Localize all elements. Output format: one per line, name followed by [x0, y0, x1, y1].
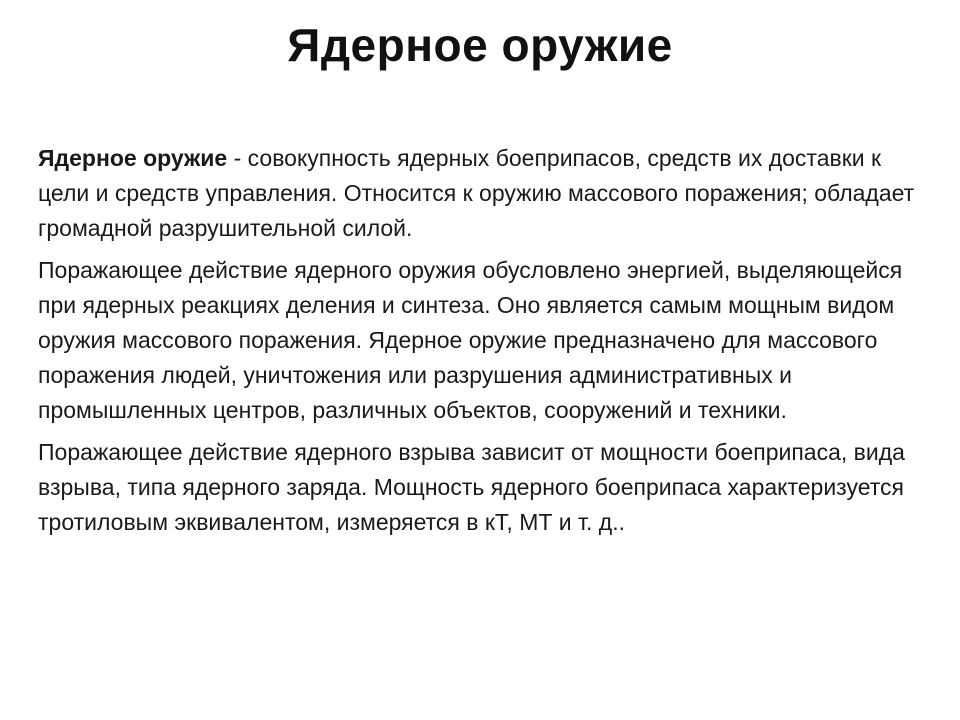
paragraph-explosion-yield: Поражающее действие ядерного взрыва зависит от мощности боеприпаса, вида взрыва, типа ядерного заряда. Мощность ядерного боеприпаса характеризуется тротиловым эквивалентом, измеряется в кТ, МТ и т. д.. [38, 439, 905, 535]
paragraph-damaging-effect: Поражающее действие ядерного оружия обусловлено энергией, выделяющейся при ядерных реакциях деления и синтеза. Оно является самым мощным видом оружия массового поражения. Ядерное оружие предназначено для массового поражения людей, уничтожения или разрушения административных и промышленных центров, различных объектов, сооружений и техники. [38, 257, 903, 423]
definition-paragraph [38, 141, 918, 246]
definition-text: - совокупность ядерных боеприпасов, средств их доставки к цели и средств управления. Относится к оружию массового поражения; обладает громадной разрушительной силой. [38, 145, 915, 241]
slide-title: Ядерное оружие [287, 19, 673, 71]
defined-term: Ядерное оружие [38, 145, 228, 171]
slide-body [38, 141, 918, 547]
